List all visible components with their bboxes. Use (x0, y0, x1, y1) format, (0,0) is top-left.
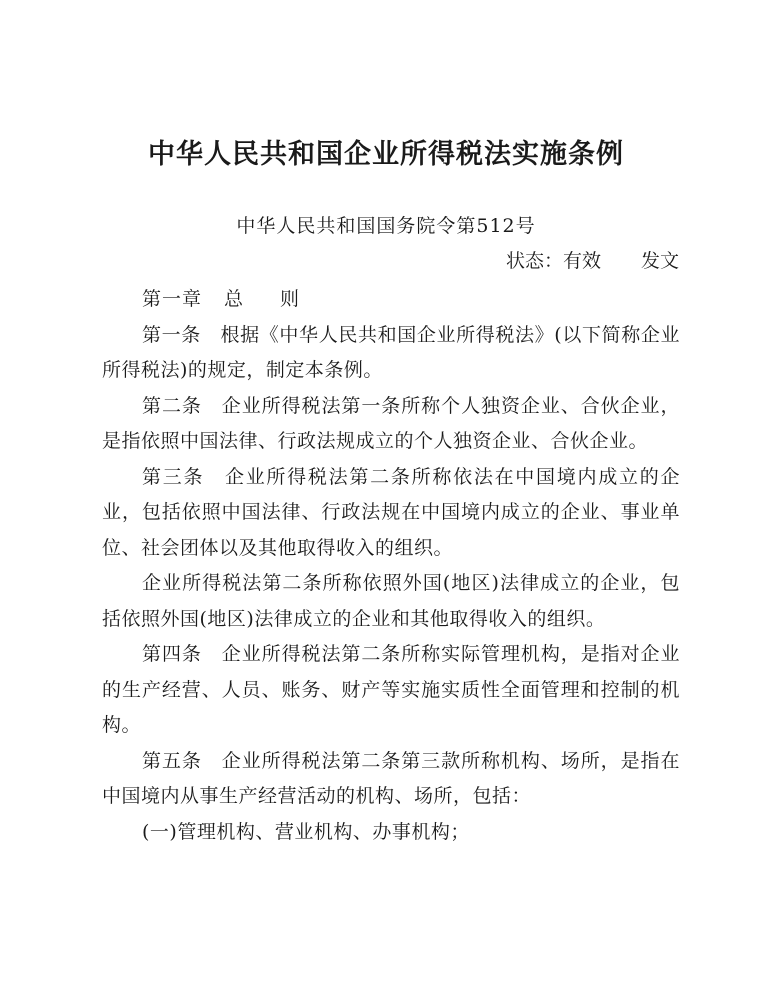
status-label: 状态：有效 (505, 250, 601, 272)
article-3-paragraph-2: 企业所得税法第二条所称依照外国(地区)法律成立的企业，包括依照外国(地区)法律成立的企业和其他取得收入的组织。 (102, 572, 680, 630)
chapter-number: 第一章 (142, 288, 203, 310)
chapter-title-second: 则 (280, 288, 301, 310)
chapter-title-first: 总 (224, 288, 245, 310)
article-5-item-1: (一)管理机构、营业机构、办事机构； (142, 820, 470, 843)
article-3: 第三条 企业所得税法第二条所称依法在中国境内成立的企业，包括依照中国法律、行政法规在中国境内成立的企业、事业单位、社会团体以及其他取得收入的组织。 (102, 465, 680, 559)
article-1: 第一条 根据《中华人民共和国企业所得税法》(以下简称企业所得税法)的规定，制定本条例。 (102, 323, 680, 381)
article-2: 第二条 企业所得税法第一条所称个人独资企业、合伙企业，是指依照中国法律、行政法规成立的个人独资企业、合伙企业。 (102, 394, 680, 452)
chapter-heading (102, 282, 680, 318)
status-line (506, 246, 679, 273)
decree-number: 中华人民共和国国务院令第512号 (236, 215, 536, 237)
article-4: 第四条 企业所得税法第二条所称实际管理机构，是指对企业的生产经营、人员、账务、财产等实施实质性全面管理和控制的机构。 (102, 643, 680, 736)
article-5: 第五条 企业所得税法第二条第三款所称机构、场所，是指在中国境内从事生产经营活动的机构、场所，包括： (102, 749, 680, 807)
document-body (102, 282, 680, 850)
status-extra: 发文 (640, 250, 679, 272)
document-title: 中华人民共和国企业所得税法实施条例 (148, 139, 624, 170)
